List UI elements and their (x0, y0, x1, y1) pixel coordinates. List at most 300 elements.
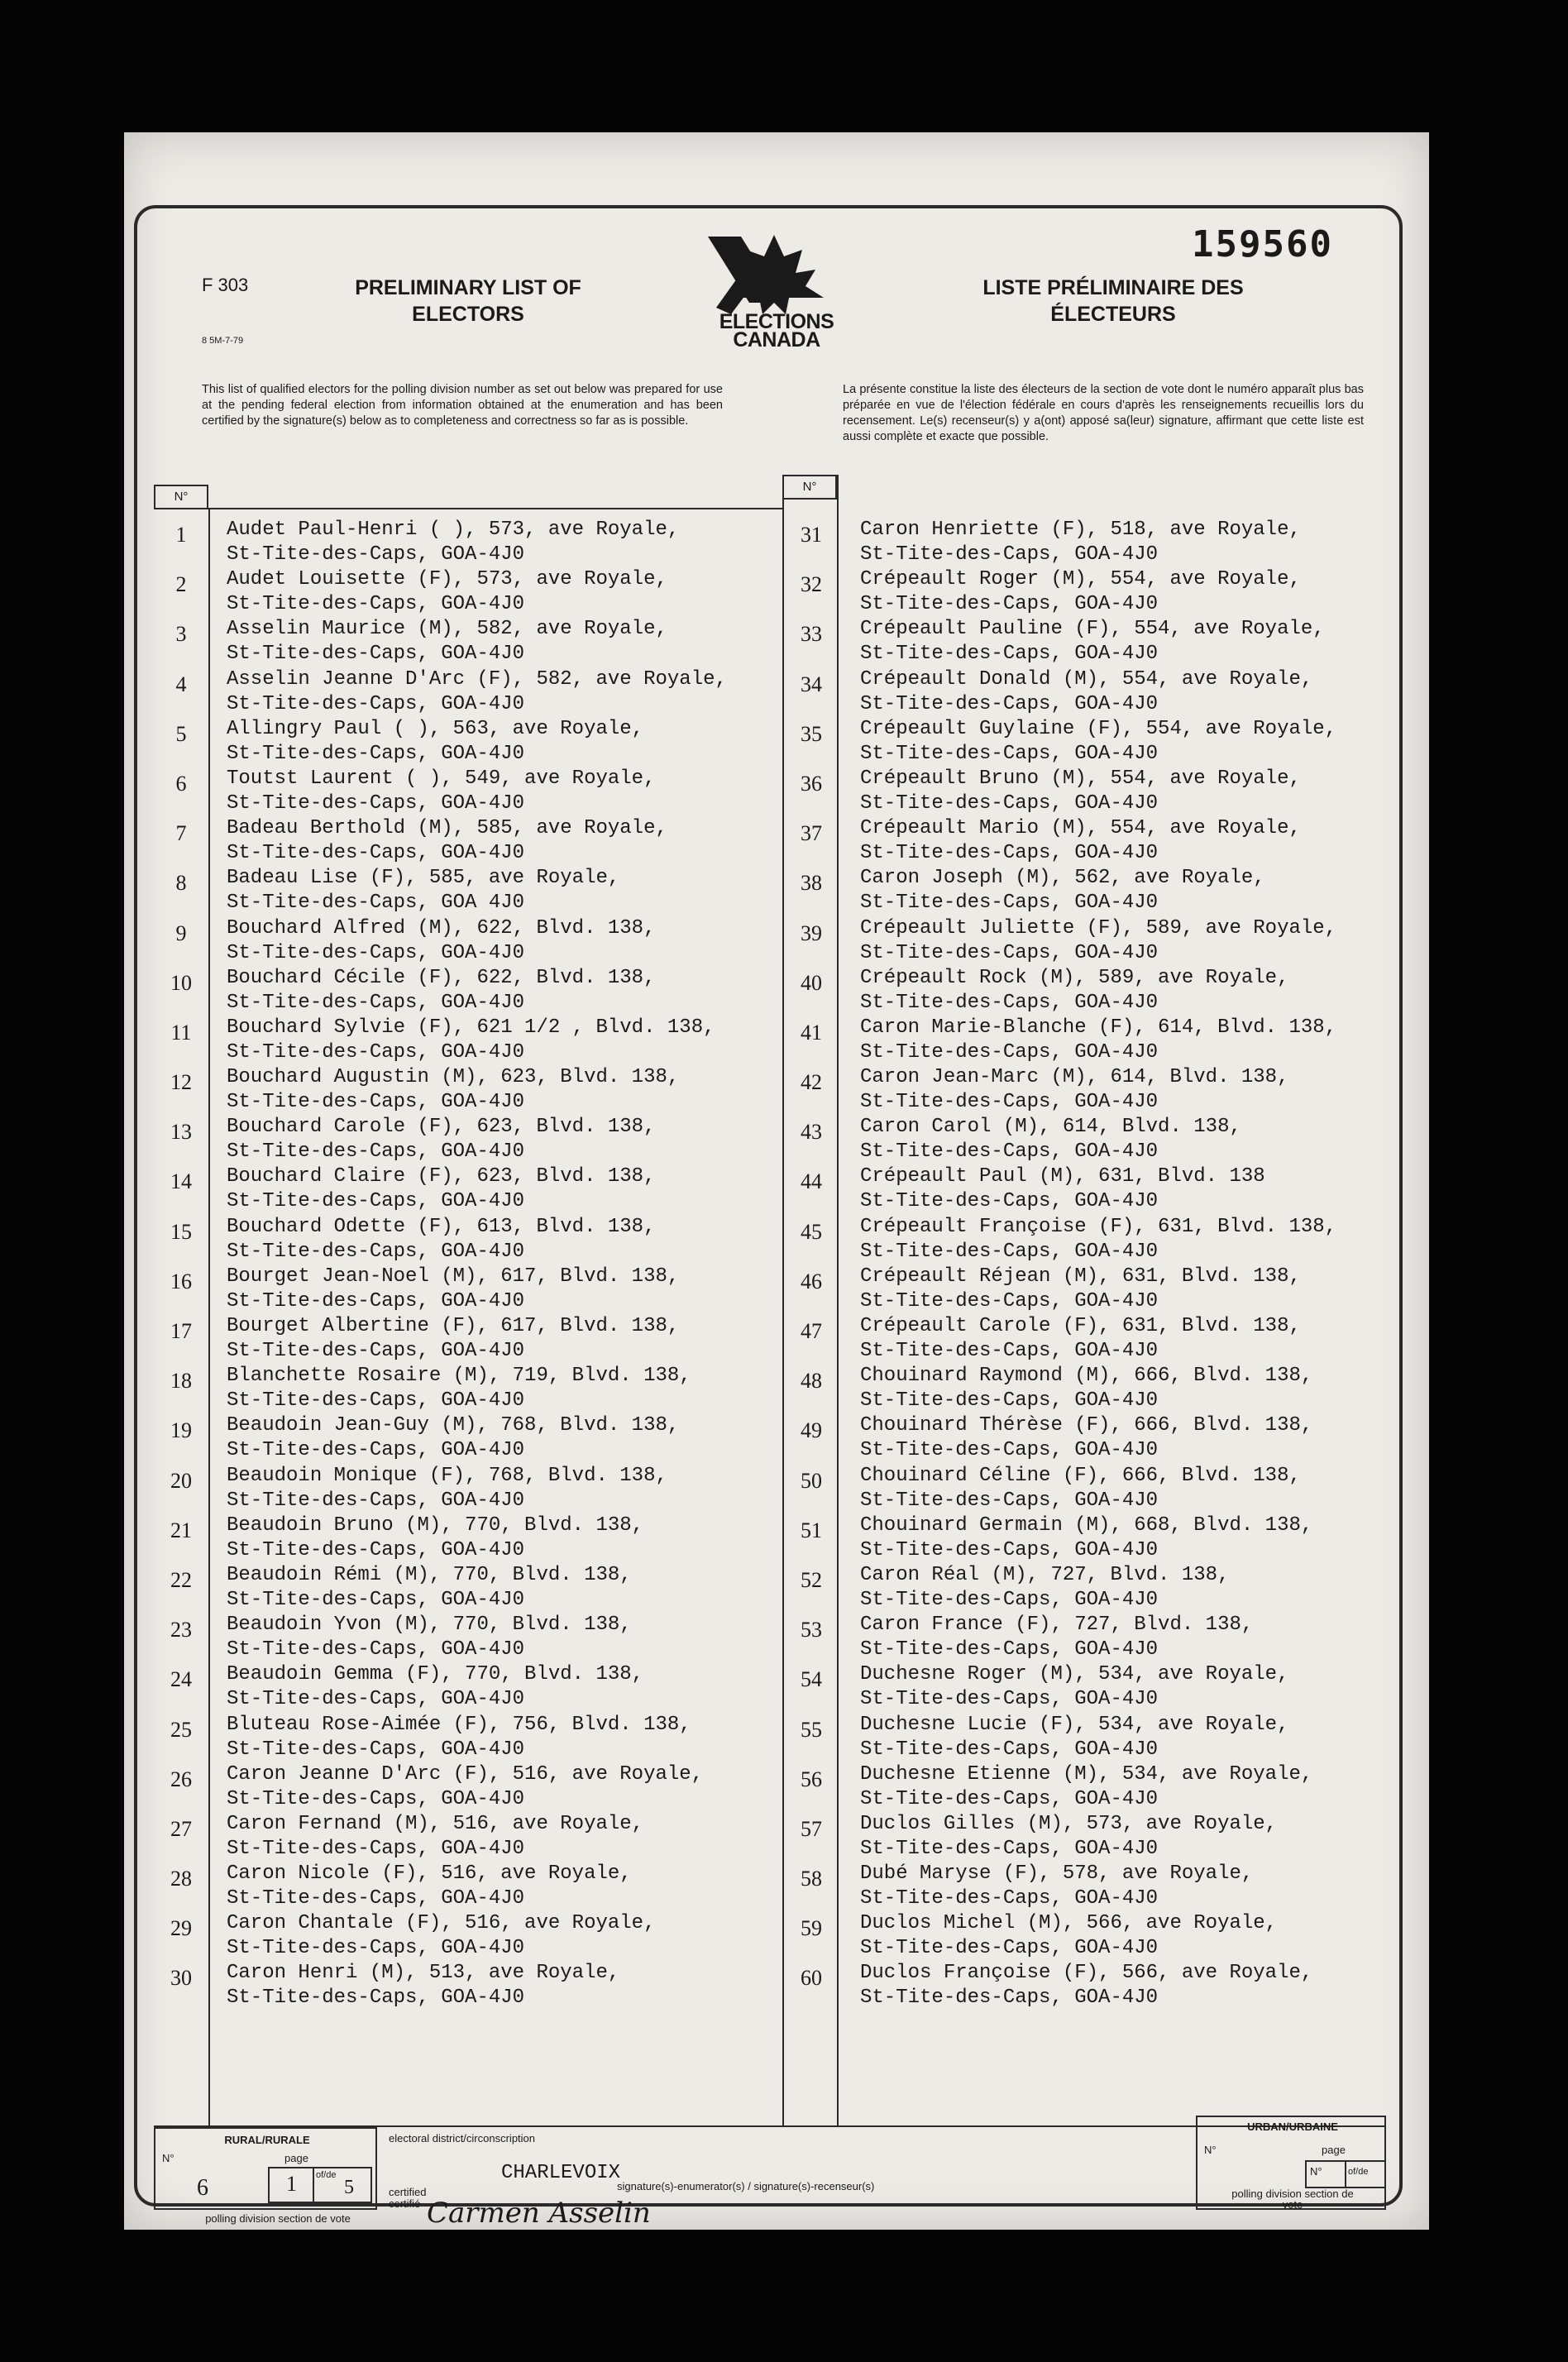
rural-label: RURAL/RURALE (224, 2134, 310, 2146)
elector-name-address: Bouchard Carole (F), 623, Blvd. 138, (227, 1116, 656, 1139)
elector-name-address: Beaudoin Monique (F), 768, Blvd. 138, (227, 1464, 667, 1487)
elector-number: 32 (801, 572, 822, 597)
elector-number: 34 (801, 672, 822, 696)
elector-text (860, 1812, 1277, 1862)
elector-name-address: Crépeault Paul (M), 631, Blvd. 138 (860, 1165, 1265, 1188)
elector-number: 6 (175, 771, 187, 796)
elector-text (227, 767, 655, 816)
elector-name-address: Bluteau Rose-Aimée (F), 756, Blvd. 138, (227, 1713, 691, 1736)
elector-entry (784, 966, 1404, 1016)
elector-name-address: Chouinard Raymond (M), 666, Blvd. 138, (860, 1365, 1313, 1388)
elector-list-left (154, 518, 782, 2011)
elector-text (227, 518, 679, 567)
urban-no-label: N° (1204, 2144, 1217, 2156)
elector-number: 51 (801, 1518, 822, 1542)
elector-locality: St-Tite-des-Caps, GOA-4J0 (860, 1688, 1159, 1711)
elector-entry (154, 1862, 782, 1911)
elector-number: 47 (801, 1319, 822, 1343)
elector-text (860, 1364, 1312, 1413)
elector-entry (784, 1016, 1404, 1065)
elector-locality: St-Tite-des-Caps, GOA-4J0 (860, 1887, 1159, 1910)
elector-name-address: Bouchard Odette (F), 613, Blvd. 138, (227, 1215, 656, 1238)
elector-text (860, 1215, 1336, 1265)
elector-number: 1 (175, 523, 187, 547)
elector-locality: St-Tite-des-Caps, GOA 4J0 (227, 892, 525, 915)
elector-entry (154, 966, 782, 1016)
elector-entry (154, 916, 782, 966)
urban-polling-division-label: polling division section de vote (1231, 2187, 1354, 2211)
elector-number: 21 (170, 1518, 192, 1542)
elector-locality: St-Tite-des-Caps, GOA-4J0 (227, 1588, 525, 1611)
rural-no-label: N° (162, 2152, 174, 2164)
page-total: 5 (344, 2177, 354, 2198)
elector-number: 13 (170, 1120, 192, 1145)
urban-page-label: page (1322, 2144, 1346, 2156)
elector-name-address: Caron Chantale (F), 516, ave Royale, (227, 1912, 656, 1935)
elector-name-address: Caron Carol (M), 614, Blvd. 138, (860, 1116, 1241, 1139)
elector-locality: St-Tite-des-Caps, GOA-4J0 (860, 1140, 1159, 1164)
elector-entry (784, 1662, 1404, 1712)
elector-text (860, 1911, 1277, 1961)
elector-locality: St-Tite-des-Caps, GOA-4J0 (860, 1538, 1159, 1561)
elector-name-address: Crépeault Donald (M), 554, ave Royale, (860, 667, 1313, 691)
logo-word-canada: CANADA (733, 328, 820, 351)
electoral-district-value: CHARLEVOIX (501, 2162, 621, 2184)
elector-text (227, 1613, 632, 1662)
elector-locality: St-Tite-des-Caps, GOA-4J0 (227, 1489, 525, 1512)
elector-number: 58 (801, 1867, 822, 1891)
elector-locality: St-Tite-des-Caps, GOA-4J0 (860, 791, 1159, 815)
elector-name-address: Duclos Michel (M), 566, ave Royale, (860, 1912, 1278, 1935)
elector-locality: St-Tite-des-Caps, GOA-4J0 (227, 1538, 525, 1561)
elector-name-address: Toutst Laurent ( ), 549, ave Royale, (227, 767, 656, 790)
elector-locality: St-Tite-des-Caps, GOA-4J0 (860, 991, 1159, 1014)
elector-entry (154, 1065, 782, 1115)
elector-number: 50 (801, 1468, 822, 1493)
logo-wordmark (690, 310, 863, 351)
elector-name-address: Crépeault Bruno (M), 554, ave Royale, (860, 767, 1301, 790)
page-of-box (313, 2167, 372, 2203)
elector-locality: St-Tite-des-Caps, GOA-4J0 (860, 1837, 1159, 1860)
elector-name-address: Crépeault Juliette (F), 589, ave Royale, (860, 916, 1337, 940)
column-header-left: N° (154, 485, 208, 509)
elector-locality: St-Tite-des-Caps, GOA-4J0 (860, 1638, 1159, 1662)
form-footer (154, 2121, 1386, 2230)
elector-name-address: Audet Louisette (F), 573, ave Royale, (227, 568, 667, 591)
elector-locality: St-Tite-des-Caps, GOA-4J0 (227, 1091, 525, 1114)
elector-name-address: Badeau Lise (F), 585, ave Royale, (227, 867, 620, 890)
elector-number: 12 (170, 1070, 192, 1095)
elector-name-address: Crépeault Roger (M), 554, ave Royale, (860, 568, 1301, 591)
elector-number: 33 (801, 622, 822, 647)
elector-text (227, 866, 619, 916)
elector-entry (154, 1613, 782, 1662)
elector-text (227, 1862, 632, 1911)
elector-number: 54 (801, 1667, 822, 1692)
elector-entry (154, 816, 782, 866)
elector-name-address: Crépeault Réjean (M), 631, Blvd. 138, (860, 1265, 1301, 1288)
intro-english: This list of qualified electors for the polling division number as set out below was prepared for use at the pending federal election from information obtained at the enumeration and has been certified by the signature(s) below as to completeness and correctness so far as is possible. (202, 383, 723, 428)
elector-locality: St-Tite-des-Caps, GOA-4J0 (227, 1887, 525, 1910)
elector-locality: St-Tite-des-Caps, GOA-4J0 (227, 1340, 525, 1362)
elector-locality: St-Tite-des-Caps, GOA-4J0 (860, 1091, 1159, 1114)
elector-number: 29 (170, 1916, 192, 1941)
enumerator-signature: Carmen Asselin (427, 2197, 651, 2230)
elector-text (227, 1911, 655, 1961)
elector-number: 31 (801, 523, 822, 547)
elector-number: 35 (801, 721, 822, 746)
elector-number: 60 (801, 1966, 822, 1991)
rural-page-label: page (284, 2152, 308, 2164)
elector-text (860, 966, 1288, 1016)
electoral-district-label: electoral district/circonscription (389, 2132, 536, 2144)
elector-number: 25 (170, 1717, 192, 1742)
elector-name-address: Duclos Françoise (F), 566, ave Royale, (860, 1962, 1313, 1985)
elector-number: 15 (170, 1219, 192, 1244)
elector-number: 16 (170, 1269, 192, 1293)
elector-entry (784, 816, 1404, 866)
elector-name-address: Dubé Maryse (F), 578, ave Royale, (860, 1862, 1254, 1886)
urban-section (1196, 2116, 1386, 2210)
elector-text (227, 916, 655, 966)
elector-locality: St-Tite-des-Caps, GOA-4J0 (227, 1040, 525, 1064)
elector-text (227, 1314, 679, 1364)
elector-entry (784, 1513, 1404, 1563)
elector-name-address: Caron Henriette (F), 518, ave Royale, (860, 519, 1301, 541)
elector-text (860, 1961, 1312, 2011)
elector-name-address: Duchesne Roger (M), 534, ave Royale, (860, 1663, 1289, 1686)
elector-number: 49 (801, 1418, 822, 1443)
elector-number: 8 (175, 871, 187, 896)
elector-name-address: Allingry Paul ( ), 563, ave Royale, (227, 717, 644, 740)
elector-text (227, 1961, 619, 2011)
elector-number: 39 (801, 920, 822, 945)
intro-french: La présente constitue la liste des électeurs de la section de vote dont le numéro apparaît plus bas préparée en vue de l'élection fédérale en cours d'après les renseignements recueillis lors du recensement. Le(s) recenseur(s) y a(ont) apposé sa(leur) signature, affirmant que cette liste est aussi complète et exacte que possible. (843, 383, 1364, 443)
elector-number: 45 (801, 1219, 822, 1244)
elector-entry (784, 1164, 1404, 1214)
elector-number: 28 (170, 1867, 192, 1891)
elector-entry (154, 1513, 782, 1563)
elector-locality: St-Tite-des-Caps, GOA-4J0 (227, 842, 525, 865)
urban-page-no-label: N° (1310, 2165, 1322, 2178)
urban-page-of-box (1345, 2160, 1386, 2188)
elector-text (860, 1016, 1336, 1065)
elector-text (860, 1314, 1301, 1364)
elector-name-address: Crépeault Guylaine (F), 554, ave Royale, (860, 717, 1337, 740)
elector-locality: St-Tite-des-Caps, GOA-4J0 (227, 1140, 525, 1164)
elector-name-address: Caron France (F), 727, Blvd. 138, (860, 1614, 1254, 1637)
elector-name-address: Asselin Maurice (M), 582, ave Royale, (227, 618, 667, 641)
elector-text (227, 1713, 691, 1762)
elector-entry (784, 1115, 1404, 1164)
elector-number: 24 (170, 1667, 192, 1692)
elector-number: 7 (175, 821, 187, 846)
elector-number: 42 (801, 1070, 822, 1095)
elector-list-right (784, 518, 1404, 2011)
elector-number: 17 (170, 1319, 192, 1343)
elector-name-address: Beaudoin Gemma (F), 770, Blvd. 138, (227, 1663, 644, 1686)
elector-number: 2 (175, 572, 187, 597)
elector-entry (154, 518, 782, 567)
elector-name-address: Crépeault Françoise (F), 631, Blvd. 138, (860, 1215, 1337, 1238)
elector-number: 55 (801, 1717, 822, 1742)
elector-text (860, 1413, 1312, 1463)
elector-locality: St-Tite-des-Caps, GOA-4J0 (227, 692, 525, 715)
elector-entry (154, 1314, 782, 1364)
elector-entry (154, 1563, 782, 1613)
elector-locality: St-Tite-des-Caps, GOA-4J0 (860, 1240, 1159, 1263)
elector-locality: St-Tite-des-Caps, GOA-4J0 (860, 1489, 1159, 1512)
elector-locality: St-Tite-des-Caps, GOA-4J0 (227, 1638, 525, 1662)
elector-name-address: Bouchard Sylvie (F), 621 1/2 , Blvd. 138, (227, 1016, 715, 1039)
elector-number: 9 (175, 920, 187, 945)
column-header-right: N° (782, 475, 837, 500)
elector-entry (784, 1314, 1404, 1364)
elector-locality: St-Tite-des-Caps, GOA-4J0 (227, 1987, 525, 2010)
elector-entry (784, 1413, 1404, 1463)
elector-name-address: Bouchard Augustin (M), 623, Blvd. 138, (227, 1066, 680, 1089)
elector-number: 52 (801, 1567, 822, 1592)
elector-entry (154, 1961, 782, 2011)
elector-text (860, 617, 1325, 667)
elector-text (860, 767, 1301, 816)
elector-name-address: Chouinard Germain (M), 668, Blvd. 138, (860, 1513, 1313, 1537)
elector-text (860, 717, 1336, 767)
elector-entry (154, 567, 782, 617)
elector-locality: St-Tite-des-Caps, GOA-4J0 (227, 543, 525, 566)
elector-entry (784, 1961, 1404, 2011)
elector-entry (784, 1613, 1404, 1662)
elector-entry (784, 1265, 1404, 1314)
elector-text (860, 816, 1301, 866)
elector-text (227, 1812, 643, 1862)
elector-locality: St-Tite-des-Caps, GOA-4J0 (227, 791, 525, 815)
elector-number: 4 (175, 672, 187, 696)
elector-entry (784, 1762, 1404, 1812)
elector-entry (154, 1164, 782, 1214)
logo-word-elections: ELECTIONS (719, 310, 834, 333)
elector-locality: St-Tite-des-Caps, GOA-4J0 (227, 1738, 525, 1761)
elector-locality: St-Tite-des-Caps, GOA-4J0 (227, 593, 525, 616)
elector-entry (784, 567, 1404, 617)
urban-page-box (1305, 2160, 1346, 2188)
elector-text (860, 1115, 1241, 1164)
elector-text (860, 1762, 1312, 1812)
elector-number: 40 (801, 970, 822, 995)
elector-entry (154, 1364, 782, 1413)
elector-number: 41 (801, 1020, 822, 1045)
rural-no-value: 6 (197, 2175, 208, 2201)
elector-text (227, 1364, 691, 1413)
elector-entry (154, 1762, 782, 1812)
elector-text (860, 1713, 1288, 1762)
elector-text (860, 1862, 1253, 1911)
elector-number: 59 (801, 1916, 822, 1941)
elector-entry (154, 617, 782, 667)
elector-entry (784, 767, 1404, 816)
header-rule (154, 508, 782, 509)
form-number: F 303 (202, 275, 249, 295)
elector-name-address: Duclos Gilles (M), 573, ave Royale, (860, 1812, 1278, 1835)
elector-number: 46 (801, 1269, 822, 1293)
elector-entry (154, 1911, 782, 1961)
elector-entry (154, 667, 782, 717)
elector-number: 23 (170, 1618, 192, 1642)
elector-locality: St-Tite-des-Caps, GOA-4J0 (860, 1738, 1159, 1761)
elector-locality: St-Tite-des-Caps, GOA-4J0 (860, 892, 1159, 915)
elector-name-address: Crépeault Carole (F), 631, Blvd. 138, (860, 1315, 1301, 1337)
elector-name-address: Beaudoin Yvon (M), 770, Blvd. 138, (227, 1614, 632, 1637)
elector-locality: St-Tite-des-Caps, GOA-4J0 (860, 1937, 1159, 1960)
elector-name-address: Duchesne Etienne (M), 534, ave Royale, (860, 1762, 1313, 1786)
elector-text (227, 1065, 679, 1115)
elector-name-address: Bouchard Alfred (M), 622, Blvd. 138, (227, 916, 656, 940)
elector-name-address: Chouinard Thérèse (F), 666, Blvd. 138, (860, 1414, 1313, 1437)
elector-locality: St-Tite-des-Caps, GOA-4J0 (860, 643, 1159, 666)
elector-number: 14 (170, 1169, 192, 1194)
elector-text (227, 617, 667, 667)
elector-entry (784, 1563, 1404, 1613)
elector-text (860, 667, 1312, 717)
elector-entry (784, 1464, 1404, 1513)
rural-polling-division-label: polling division section de vote (205, 2212, 351, 2225)
elector-name-address: Crépeault Mario (M), 554, ave Royale, (860, 817, 1301, 840)
elector-locality: St-Tite-des-Caps, GOA-4J0 (227, 941, 525, 964)
elector-entry (154, 1812, 782, 1862)
elector-locality: St-Tite-des-Caps, GOA-4J0 (860, 1040, 1159, 1064)
elector-name-address: Beaudoin Rémi (M), 770, Blvd. 138, (227, 1563, 632, 1586)
elector-locality: St-Tite-des-Caps, GOA-4J0 (227, 1937, 525, 1960)
elector-text (860, 1464, 1301, 1513)
elector-number: 48 (801, 1369, 822, 1394)
elector-name-address: Chouinard Céline (F), 666, Blvd. 138, (860, 1464, 1301, 1487)
elector-entry (154, 1016, 782, 1065)
elector-name-address: Blanchette Rosaire (M), 719, Blvd. 138, (227, 1365, 691, 1388)
elector-entry (784, 1065, 1404, 1115)
elector-locality: St-Tite-des-Caps, GOA-4J0 (227, 1688, 525, 1711)
elector-entry (784, 518, 1404, 567)
elector-name-address: Caron Jeanne D'Arc (F), 516, ave Royale, (227, 1762, 704, 1786)
elector-entry (784, 1911, 1404, 1961)
elector-name-address: Caron Réal (M), 727, Blvd. 138, (860, 1563, 1230, 1586)
elector-locality: St-Tite-des-Caps, GOA-4J0 (860, 1987, 1159, 2010)
elector-number: 53 (801, 1618, 822, 1642)
elector-text (860, 916, 1336, 966)
elector-number: 27 (170, 1816, 192, 1841)
elector-entry (154, 1413, 782, 1463)
elector-number: 10 (170, 970, 192, 995)
elector-entry (784, 617, 1404, 667)
page-number-box (268, 2167, 314, 2203)
elector-entry (154, 1662, 782, 1712)
elector-locality: St-Tite-des-Caps, GOA-4J0 (227, 1837, 525, 1860)
elector-text (860, 1613, 1253, 1662)
elector-entry (784, 916, 1404, 966)
elector-name-address: Duchesne Lucie (F), 534, ave Royale, (860, 1713, 1289, 1736)
elector-locality: St-Tite-des-Caps, GOA-4J0 (860, 1190, 1159, 1213)
elector-number: 18 (170, 1369, 192, 1394)
elector-text (860, 1563, 1229, 1613)
elector-entry (154, 717, 782, 767)
elector-entry (154, 1115, 782, 1164)
urban-label: URBAN/URBAINE (1247, 2121, 1338, 2133)
elector-locality: St-Tite-des-Caps, GOA-4J0 (227, 1439, 525, 1462)
urban-page-of-label: of/de (1348, 2167, 1369, 2177)
elector-text (227, 1265, 679, 1314)
elector-name-address: Caron Nicole (F), 516, ave Royale, (227, 1862, 632, 1886)
elector-number: 44 (801, 1169, 822, 1194)
elector-name-address: Caron Jean-Marc (M), 614, Blvd. 138, (860, 1066, 1289, 1089)
elector-number: 38 (801, 871, 822, 896)
elector-locality: St-Tite-des-Caps, GOA-4J0 (227, 991, 525, 1014)
elector-locality: St-Tite-des-Caps, GOA-4J0 (227, 1787, 525, 1810)
elector-locality: St-Tite-des-Caps, GOA-4J0 (860, 1787, 1159, 1810)
elector-entry (154, 866, 782, 916)
elector-entry (784, 1812, 1404, 1862)
elector-entry (154, 1215, 782, 1265)
elector-text (860, 1513, 1312, 1563)
elector-number: 22 (170, 1567, 192, 1592)
elector-text (227, 1115, 655, 1164)
elector-entry (154, 1713, 782, 1762)
elector-text (227, 1413, 679, 1463)
elector-name-address: Caron Henri (M), 513, ave Royale, (227, 1962, 620, 1985)
elector-text (227, 1164, 655, 1214)
elector-number: 20 (170, 1468, 192, 1493)
elector-text (227, 667, 727, 717)
elector-number: 30 (170, 1966, 192, 1991)
elector-locality: St-Tite-des-Caps, GOA-4J0 (860, 1289, 1159, 1312)
elector-entry (154, 1265, 782, 1314)
rural-section (154, 2127, 377, 2210)
elector-locality: St-Tite-des-Caps, GOA-4J0 (860, 1439, 1159, 1462)
elector-text (860, 567, 1301, 617)
elector-locality: St-Tite-des-Caps, GOA-4J0 (860, 941, 1159, 964)
elector-name-address: Bouchard Claire (F), 623, Blvd. 138, (227, 1165, 656, 1188)
elector-entry (784, 1713, 1404, 1762)
elector-name-address: Crépeault Rock (M), 589, ave Royale, (860, 966, 1289, 989)
elector-text (860, 518, 1301, 567)
elector-text (227, 567, 667, 617)
elector-locality: St-Tite-des-Caps, GOA-4J0 (227, 643, 525, 666)
elector-locality: St-Tite-des-Caps, GOA-4J0 (860, 1389, 1159, 1413)
elector-text (227, 1513, 643, 1563)
elector-number: 19 (170, 1418, 192, 1443)
elector-entry (784, 1215, 1404, 1265)
elector-text (860, 1662, 1288, 1712)
elector-name-address: Bourget Jean-Noel (M), 617, Blvd. 138, (227, 1265, 680, 1288)
elector-number: 11 (170, 1020, 192, 1045)
elector-number: 43 (801, 1120, 822, 1145)
elector-name-address: Crépeault Pauline (F), 554, ave Royale, (860, 618, 1325, 641)
title-english: PRELIMINARY LIST OF ELECTORS (355, 276, 581, 326)
elector-text (860, 866, 1265, 916)
elector-entry (784, 667, 1404, 717)
signature-label: signature(s)-enumerator(s) / signature(s)-recenseur(s) (617, 2180, 875, 2192)
elector-text (860, 1065, 1288, 1115)
print-code: 8 5M-7-79 (202, 336, 244, 346)
elector-name-address: Beaudoin Bruno (M), 770, Blvd. 138, (227, 1513, 644, 1537)
elector-text (227, 966, 655, 1016)
elector-name-address: Caron Joseph (M), 562, ave Royale, (860, 867, 1265, 890)
electors-form (134, 205, 1403, 2230)
elector-entry (784, 866, 1404, 916)
elector-locality: St-Tite-des-Caps, GOA-4J0 (227, 1289, 525, 1312)
elector-locality: St-Tite-des-Caps, GOA-4J0 (860, 543, 1159, 566)
serial-number: 159560 (1192, 223, 1333, 265)
elector-entry (154, 767, 782, 816)
certified-label: certified certifié (389, 2186, 427, 2210)
